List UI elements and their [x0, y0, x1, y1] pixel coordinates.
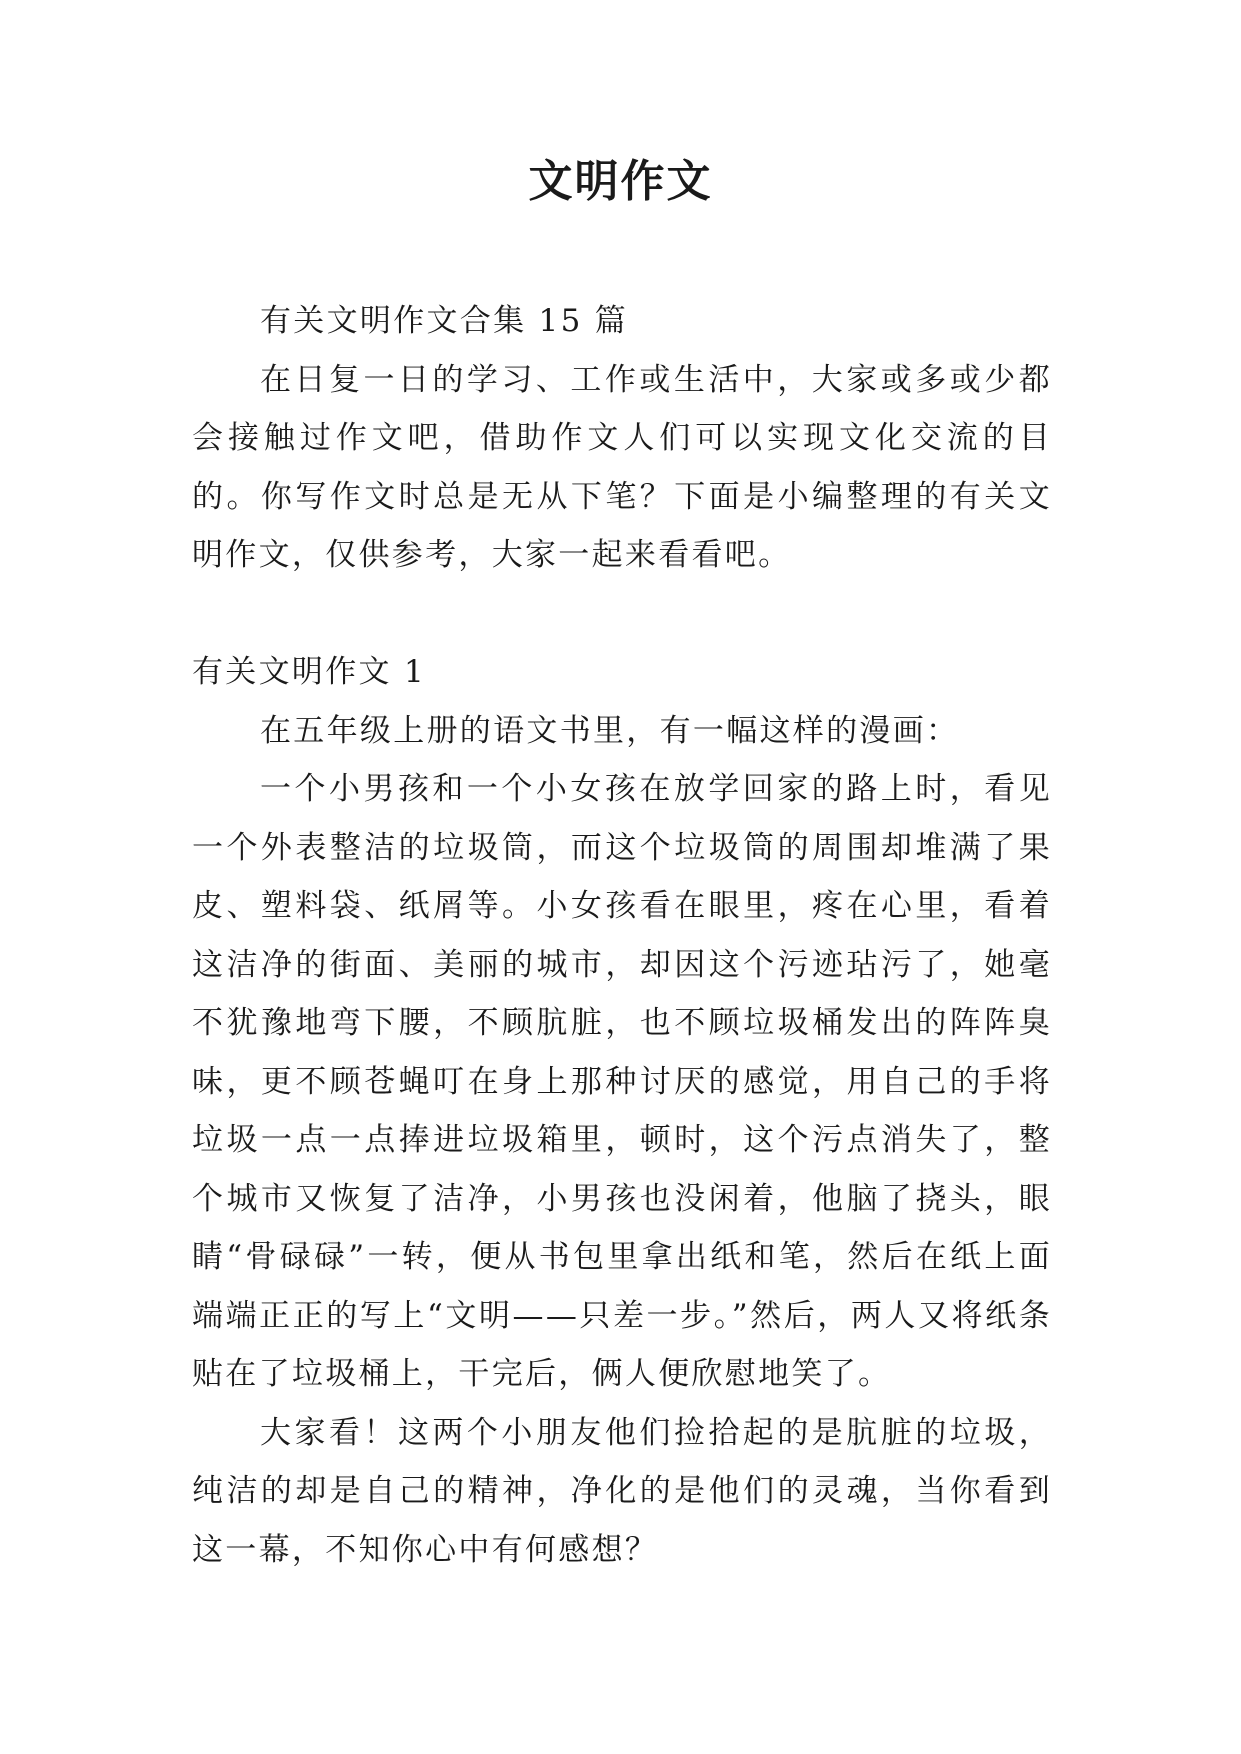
paragraph: 一个小男孩和一个小女孩在放学回家的路上时，看见一个外表整洁的垃圾筒，而这个垃圾筒的周围却堆满了果皮、塑料袋、纸屑等。小女孩看在眼里，疼在心里，看着这洁净的街面、美丽的城市，却因这个污迹玷污了，她毫不犹豫地弯下腰，不顾肮脏，也不顾垃圾桶发出的阵阵臭味，更不顾苍蝇叮在身上那种讨厌的感觉，用自己的手将垃圾一点一点捧进垃圾箱里，顿时，这个污点消失了，整个城市又恢复了洁净，小男孩也没闲着，他脑了挠头，眼睛“骨碌碌”一转，便从书包里拿出纸和笔，然后在纸上面端端正正的写上“文明——只差一步。”然后，两人又将纸条贴在了垃圾桶上，干完后，俩人便欣慰地笑了。 — [192, 771, 1052, 1392]
document-title: 文明作文 — [528, 156, 713, 207]
section-spacer — [192, 585, 1052, 644]
document-body — [192, 292, 1052, 1579]
intro-heading: 有关文明作文合集 15 篇 — [260, 303, 629, 339]
intro-paragraph: 在日复一日的学习、工作或生活中，大家或多或少都会接触过作文吧，借助作文人们可以实现文化交流的目的。你写作文时总是无从下笔？下面是小编整理的有关文明作文，仅供参考，大家一起来看看吧。 — [192, 361, 1052, 573]
paragraph: 在五年级上册的语文书里，有一幅这样的漫画： — [260, 712, 960, 749]
paragraph: 大家看！这两个小朋友他们捡拾起的是肮脏的垃圾，纯洁的却是自己的精神，净化的是他们的灵魂，当你看到这一幕，不知你心中有何感想？ — [192, 1414, 1052, 1568]
section-heading: 有关文明作文 1 — [192, 654, 426, 690]
